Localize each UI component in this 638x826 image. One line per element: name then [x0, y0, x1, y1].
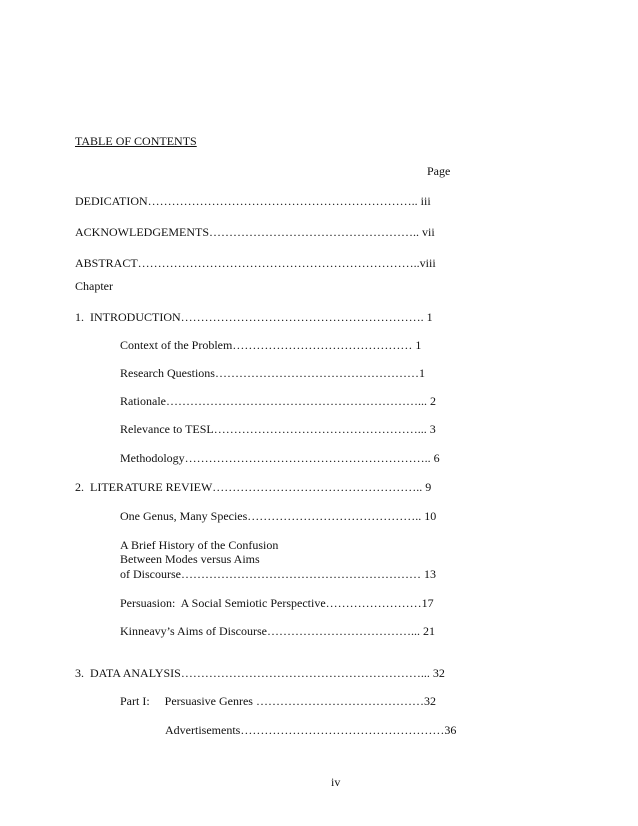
- toc-section-brief-history-line-1: A Brief History of the Confusion: [120, 538, 279, 552]
- toc-section-kinneavys-aims: Kinneavy’s Aims of Discourse………………………………... 21: [120, 624, 435, 638]
- toc-section-methodology: Methodology…………………………………………………….. 6: [120, 451, 440, 465]
- toc-chapter-introduction: 1. INTRODUCTION……………………………………………………. 1: [75, 310, 433, 324]
- toc-section-relevance-to-tesl: Relevance to TESL……………………………………………... 3: [120, 422, 436, 436]
- page-column-label: Page: [427, 164, 451, 178]
- toc-section-persuasion: Persuasion: A Social Semiotic Perspective……………………17: [120, 596, 434, 610]
- toc-entry-dedication: DEDICATION………………………………………………………….. iii: [75, 194, 431, 208]
- toc-section-research-questions: Research Questions……………………………………………1: [120, 366, 425, 380]
- toc-subsection-advertisements: Advertisements……………………………………………36: [165, 723, 457, 737]
- page-number: iv: [331, 775, 341, 789]
- toc-chapter-data-analysis: 3. DATA ANALYSIS……………………………………………………... 32: [75, 666, 445, 680]
- toc-section-context-of-the-problem: Context of the Problem……………………………………… 1: [120, 338, 422, 352]
- toc-entry-abstract: ABSTRACT……………………………………………………………..viii: [75, 256, 436, 270]
- toc-heading: TABLE OF CONTENTS: [75, 134, 197, 148]
- toc-section-one-genus-many-species: One Genus, Many Species…………………………………….. 10: [120, 509, 437, 523]
- toc-section-rationale: Rationale………………………………………………………... 2: [120, 394, 436, 408]
- toc-section-brief-history-line-3: of Discourse…………………………………………………… 13: [120, 567, 436, 581]
- toc-chapter-literature-review: 2. LITERATURE REVIEW…………………………………………….. 9: [75, 480, 432, 494]
- chapter-label: Chapter: [75, 279, 113, 293]
- toc-section-brief-history-line-2: Between Modes versus Aims: [120, 552, 260, 566]
- toc-entry-acknowledgements: ACKNOWLEDGEMENTS…………………………………………….. vii: [75, 225, 435, 239]
- toc-section-part-1-persuasive-genres: Part I: Persuasive Genres ……………………………………32: [120, 694, 436, 708]
